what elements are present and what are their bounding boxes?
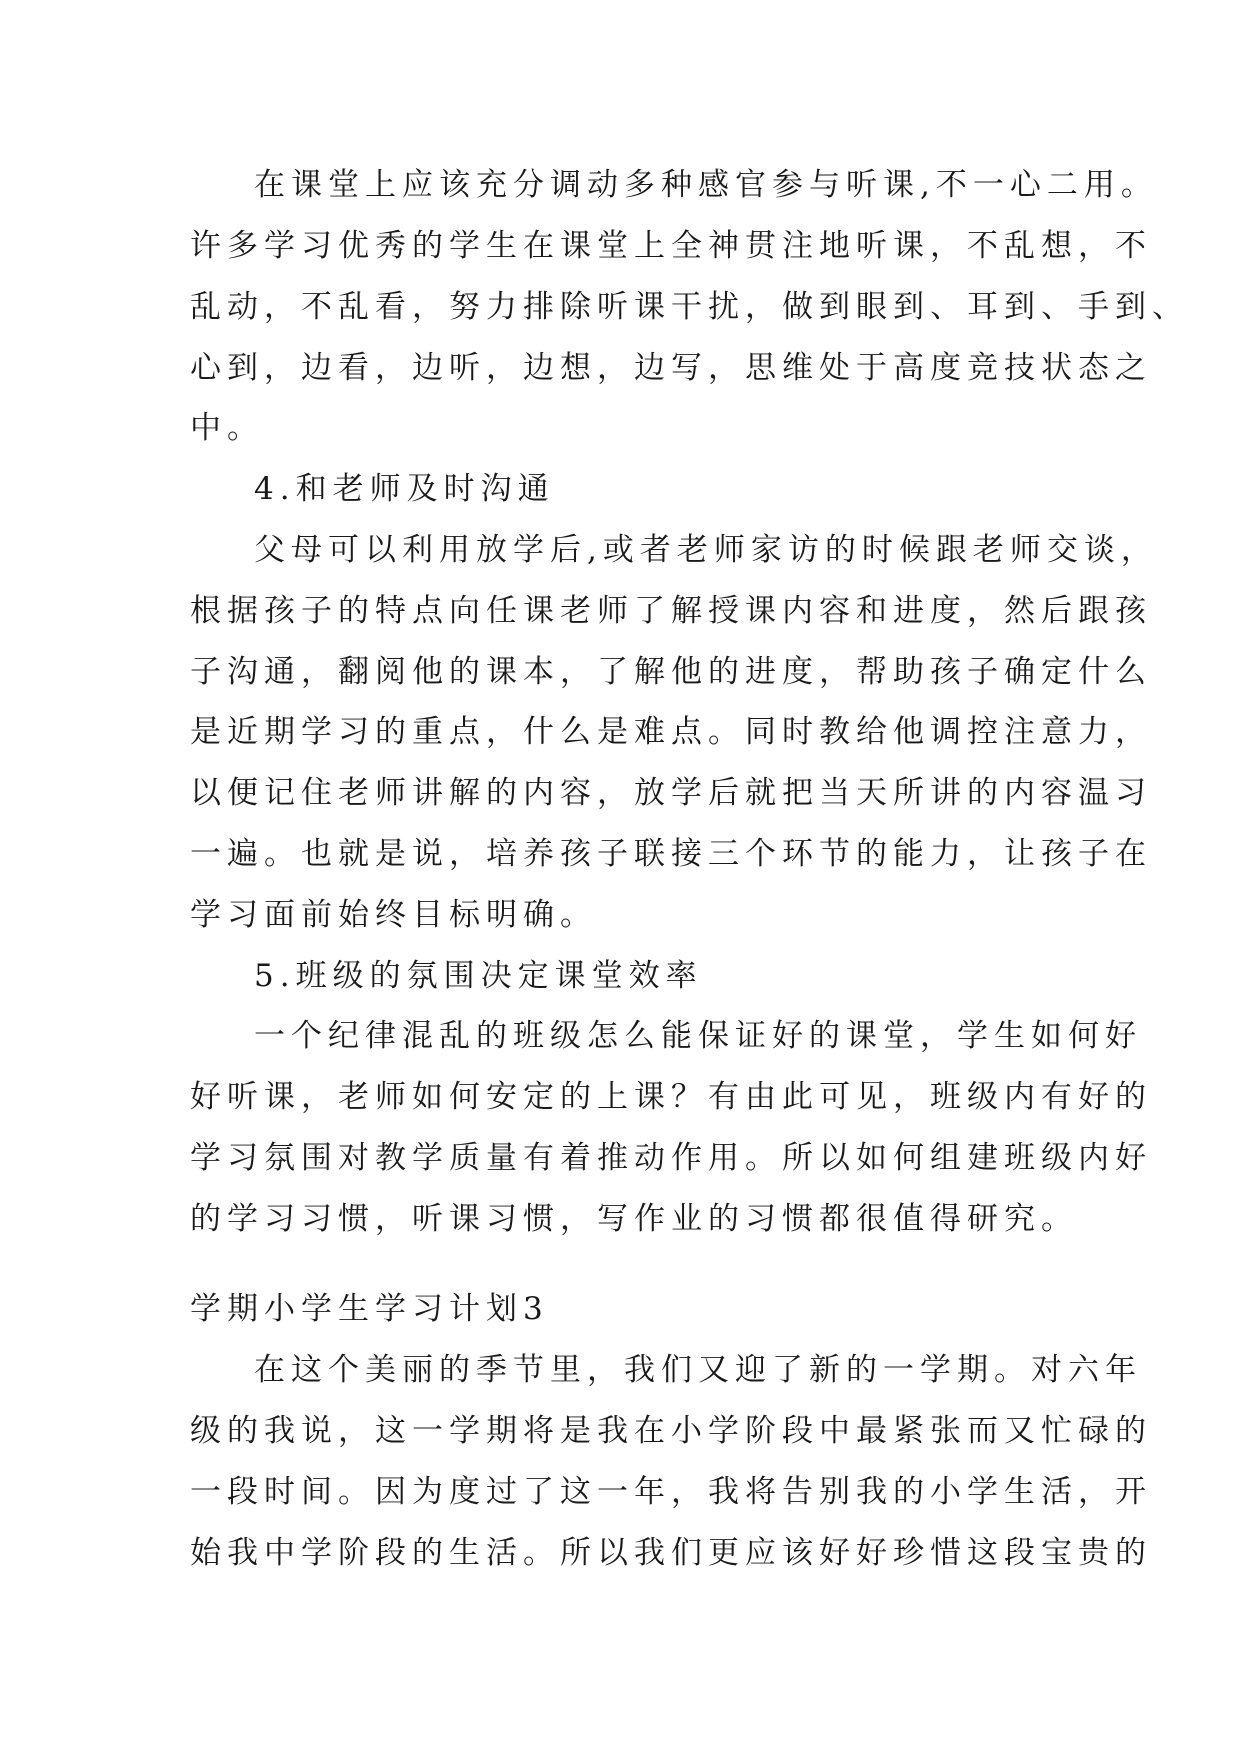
- paragraph-line: 乱动，不乱看，努力排除听课干扰，做到眼到、耳到、手到、: [190, 289, 1189, 325]
- paragraph-line: 学习面前始终目标明确。: [190, 897, 597, 933]
- paragraph-line: 一段时间。因为度过了这一年，我将告别我的小学生活，开: [190, 1474, 1152, 1510]
- paragraph-line: 在课堂上应该充分调动多种感官参与听课,不一心二用。: [254, 167, 1158, 203]
- paragraph-line: 一遍。也就是说，培养孩子联接三个环节的能力，让孩子在: [190, 836, 1152, 872]
- paragraph-line: 一个纪律混乱的班级怎么能保证好的课堂，学生如何好: [254, 1018, 1142, 1054]
- paragraph-line: 在这个美丽的季节里，我们又迎了新的一学期。对六年: [254, 1352, 1142, 1388]
- paragraph-line: 学习氛围对教学质量有着推动作用。所以如何组建班级内好: [190, 1140, 1152, 1176]
- paragraph-line: 子沟通，翻阅他的课本，了解他的进度，帮助孩子确定什么: [190, 654, 1152, 690]
- paragraph-line: 是近期学习的重点，什么是难点。同时教给他调控注意力，: [190, 714, 1152, 750]
- section-heading: 5.班级的氛围决定课堂效率: [254, 958, 703, 994]
- paragraph-line: 父母可以利用放学后,或者老师家访的时候跟老师交谈，: [254, 532, 1158, 568]
- document-section-title: 学期小学生学习计划3: [190, 1291, 549, 1327]
- paragraph-line: 心到，边看，边听，边想，边写，思维处于高度竞技状态之: [190, 350, 1152, 386]
- paragraph-line: 以便记住老师讲解的内容，放学后就把当天所讲的内容温习: [190, 775, 1152, 811]
- paragraph-line: 好听课，老师如何安定的上课？有由此可见，班级内有好的: [190, 1079, 1152, 1115]
- paragraph-line: 的学习习惯，听课习惯，写作业的习惯都很值得研究。: [190, 1201, 1078, 1237]
- section-heading: 4.和老师及时沟通: [254, 471, 555, 507]
- paragraph-line: 始我中学阶段的生活。所以我们更应该好好珍惜这段宝贵的: [190, 1535, 1152, 1571]
- paragraph-line: 根据孩子的特点向任课老师了解授课内容和进度，然后跟孩: [190, 593, 1152, 629]
- paragraph-line: 级的我说，这一学期将是我在小学阶段中最紧张而又忙碌的: [190, 1413, 1152, 1449]
- paragraph-line: 中。: [190, 410, 264, 446]
- paragraph-line: 许多学习优秀的学生在课堂上全神贯注地听课，不乱想，不: [190, 228, 1152, 264]
